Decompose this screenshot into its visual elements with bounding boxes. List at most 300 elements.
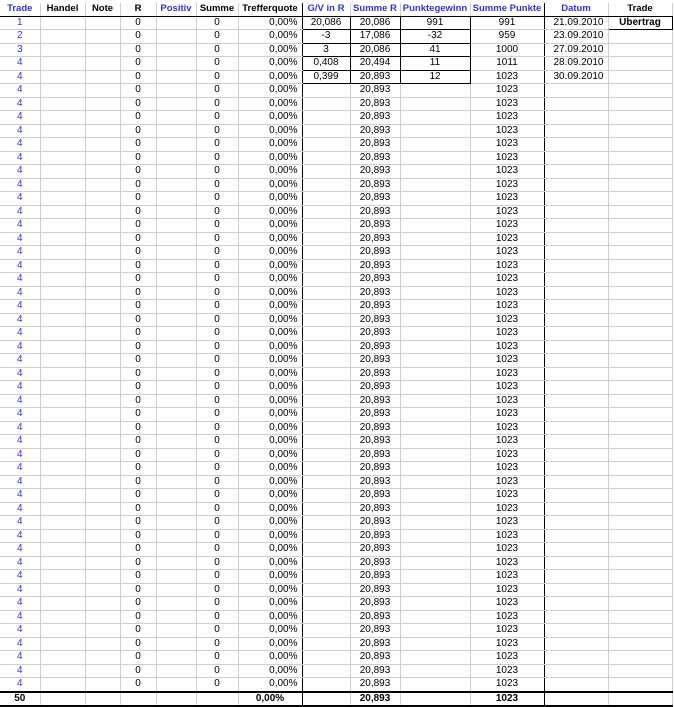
- cell-datum[interactable]: [544, 421, 608, 435]
- cell-gv-in-r[interactable]: [302, 664, 350, 678]
- cell-trefferquote[interactable]: 0,00%: [238, 597, 302, 611]
- cell-empty[interactable]: [40, 692, 85, 707]
- cell-handel[interactable]: [40, 354, 85, 368]
- cell-r[interactable]: 0: [120, 408, 156, 422]
- cell-punktegewinn[interactable]: [400, 462, 470, 476]
- cell-trefferquote[interactable]: 0,00%: [238, 408, 302, 422]
- cell-summe-punkte[interactable]: 1023: [470, 678, 544, 692]
- cell-summe-r[interactable]: 20,893: [350, 570, 400, 584]
- cell-r[interactable]: 0: [120, 124, 156, 138]
- cell-trade-right[interactable]: [608, 70, 672, 84]
- cell-summe[interactable]: 0: [196, 367, 238, 381]
- cell-summe-r[interactable]: 20,893: [350, 151, 400, 165]
- cell-punktegewinn[interactable]: [400, 448, 470, 462]
- cell-summe-r[interactable]: 20,893: [350, 664, 400, 678]
- cell-r[interactable]: 0: [120, 178, 156, 192]
- cell-punktegewinn[interactable]: [400, 583, 470, 597]
- cell-trade[interactable]: 4: [0, 246, 40, 260]
- cell-trade[interactable]: 2: [0, 30, 40, 44]
- cell-punktegewinn[interactable]: [400, 97, 470, 111]
- cell-positiv[interactable]: [156, 84, 196, 98]
- cell-trade-right[interactable]: [608, 556, 672, 570]
- col-header-r[interactable]: R: [120, 3, 156, 16]
- cell-note[interactable]: [85, 637, 120, 651]
- cell-punktegewinn[interactable]: [400, 543, 470, 557]
- cell-trade[interactable]: 4: [0, 610, 40, 624]
- cell-datum[interactable]: [544, 556, 608, 570]
- cell-gv-in-r[interactable]: [302, 300, 350, 314]
- cell-trade-right[interactable]: [608, 259, 672, 273]
- cell-note[interactable]: [85, 70, 120, 84]
- cell-punktegewinn[interactable]: [400, 219, 470, 233]
- cell-trefferquote[interactable]: 0,00%: [238, 529, 302, 543]
- cell-summe-punkte[interactable]: 1023: [470, 84, 544, 98]
- cell-trefferquote[interactable]: 0,00%: [238, 286, 302, 300]
- cell-gv-in-r[interactable]: [302, 205, 350, 219]
- cell-handel[interactable]: [40, 367, 85, 381]
- cell-summe-punkte[interactable]: 1023: [470, 543, 544, 557]
- cell-summe-r[interactable]: 20,893: [350, 138, 400, 152]
- cell-gv-in-r[interactable]: [302, 448, 350, 462]
- cell-gv-in-r[interactable]: [302, 610, 350, 624]
- cell-summe[interactable]: 0: [196, 502, 238, 516]
- cell-handel[interactable]: [40, 664, 85, 678]
- cell-summe-r[interactable]: 20,893: [350, 489, 400, 503]
- cell-summe-r[interactable]: 20,893: [350, 583, 400, 597]
- cell-summe-punkte[interactable]: 1000: [470, 43, 544, 57]
- cell-gv-in-r[interactable]: [302, 583, 350, 597]
- cell-handel[interactable]: [40, 192, 85, 206]
- cell-positiv[interactable]: [156, 502, 196, 516]
- cell-handel[interactable]: [40, 651, 85, 665]
- cell-gv-in-r[interactable]: [302, 246, 350, 260]
- cell-summe-punkte[interactable]: 1023: [470, 165, 544, 179]
- cell-gv-in-r[interactable]: [302, 543, 350, 557]
- cell-trefferquote[interactable]: 0,00%: [238, 43, 302, 57]
- cell-summe-punkte[interactable]: 1023: [470, 570, 544, 584]
- cell-summe[interactable]: 0: [196, 462, 238, 476]
- cell-empty[interactable]: [544, 692, 608, 707]
- cell-summe[interactable]: 0: [196, 286, 238, 300]
- cell-handel[interactable]: [40, 516, 85, 530]
- cell-empty[interactable]: [85, 692, 120, 707]
- cell-punktegewinn[interactable]: [400, 394, 470, 408]
- cell-summe-punkte[interactable]: 959: [470, 30, 544, 44]
- cell-trade[interactable]: 4: [0, 354, 40, 368]
- cell-datum[interactable]: [544, 300, 608, 314]
- cell-positiv[interactable]: [156, 286, 196, 300]
- cell-positiv[interactable]: [156, 651, 196, 665]
- cell-datum[interactable]: [544, 138, 608, 152]
- cell-trade[interactable]: 4: [0, 273, 40, 287]
- cell-gv-in-r[interactable]: [302, 273, 350, 287]
- cell-trade-right[interactable]: [608, 43, 672, 57]
- cell-gv-in-r[interactable]: [302, 651, 350, 665]
- cell-punktegewinn[interactable]: [400, 138, 470, 152]
- col-header-summe[interactable]: Summe: [196, 3, 238, 16]
- cell-trade-right[interactable]: [608, 408, 672, 422]
- cell-punktegewinn[interactable]: [400, 435, 470, 449]
- cell-summe[interactable]: 0: [196, 16, 238, 30]
- cell-note[interactable]: [85, 597, 120, 611]
- cell-datum[interactable]: [544, 340, 608, 354]
- cell-positiv[interactable]: [156, 448, 196, 462]
- cell-empty[interactable]: [608, 692, 672, 707]
- cell-handel[interactable]: [40, 327, 85, 341]
- cell-note[interactable]: [85, 624, 120, 638]
- cell-trefferquote[interactable]: 0,00%: [238, 151, 302, 165]
- cell-trefferquote[interactable]: 0,00%: [238, 111, 302, 125]
- cell-trade[interactable]: 4: [0, 340, 40, 354]
- cell-trefferquote[interactable]: 0,00%: [238, 259, 302, 273]
- cell-summe[interactable]: 0: [196, 570, 238, 584]
- cell-r[interactable]: 0: [120, 138, 156, 152]
- cell-summe-punkte[interactable]: 991: [470, 16, 544, 30]
- cell-gv-in-r[interactable]: [302, 178, 350, 192]
- cell-punktegewinn[interactable]: 991: [400, 16, 470, 30]
- cell-datum[interactable]: [544, 273, 608, 287]
- cell-summe-punkte[interactable]: 1023: [470, 124, 544, 138]
- cell-gv-in-r[interactable]: [302, 381, 350, 395]
- cell-trade[interactable]: 4: [0, 435, 40, 449]
- cell-summe[interactable]: 0: [196, 394, 238, 408]
- cell-r[interactable]: 0: [120, 354, 156, 368]
- cell-datum[interactable]: [544, 97, 608, 111]
- cell-note[interactable]: [85, 529, 120, 543]
- cell-trade[interactable]: 4: [0, 327, 40, 341]
- cell-summe[interactable]: 0: [196, 246, 238, 260]
- cell-summe-r[interactable]: 20,893: [350, 556, 400, 570]
- cell-trade-right[interactable]: [608, 138, 672, 152]
- cell-summe[interactable]: 0: [196, 43, 238, 57]
- cell-summe[interactable]: 0: [196, 597, 238, 611]
- cell-note[interactable]: [85, 205, 120, 219]
- cell-handel[interactable]: [40, 84, 85, 98]
- cell-datum[interactable]: [544, 394, 608, 408]
- cell-r[interactable]: 0: [120, 421, 156, 435]
- cell-summe-punkte[interactable]: 1023: [470, 502, 544, 516]
- cell-trade[interactable]: 4: [0, 138, 40, 152]
- cell-positiv[interactable]: [156, 489, 196, 503]
- cell-trade[interactable]: 4: [0, 313, 40, 327]
- cell-trefferquote[interactable]: 0,00%: [238, 70, 302, 84]
- cell-note[interactable]: [85, 97, 120, 111]
- col-header-summe-punkte[interactable]: Summe Punkte: [470, 3, 544, 16]
- cell-r[interactable]: 0: [120, 219, 156, 233]
- col-header-trade-right[interactable]: Trade: [608, 3, 672, 16]
- cell-datum[interactable]: [544, 624, 608, 638]
- cell-trade[interactable]: 4: [0, 570, 40, 584]
- cell-summe-punkte[interactable]: 1023: [470, 421, 544, 435]
- cell-summe-r[interactable]: 20,893: [350, 259, 400, 273]
- cell-trade-right[interactable]: [608, 475, 672, 489]
- cell-trade-right[interactable]: [608, 219, 672, 233]
- cell-punktegewinn[interactable]: [400, 165, 470, 179]
- cell-summe-punkte[interactable]: 1023: [470, 232, 544, 246]
- cell-handel[interactable]: [40, 448, 85, 462]
- cell-summe[interactable]: 0: [196, 300, 238, 314]
- cell-empty[interactable]: [302, 692, 350, 707]
- cell-datum[interactable]: [544, 435, 608, 449]
- cell-summe[interactable]: 0: [196, 165, 238, 179]
- cell-trade[interactable]: 4: [0, 543, 40, 557]
- cell-trade[interactable]: 4: [0, 516, 40, 530]
- cell-summe-r[interactable]: 20,893: [350, 354, 400, 368]
- cell-trade[interactable]: 4: [0, 381, 40, 395]
- cell-trefferquote[interactable]: 0,00%: [238, 583, 302, 597]
- cell-positiv[interactable]: [156, 624, 196, 638]
- cell-trade[interactable]: 1: [0, 16, 40, 30]
- cell-positiv[interactable]: [156, 273, 196, 287]
- cell-datum[interactable]: [544, 367, 608, 381]
- cell-trefferquote[interactable]: 0,00%: [238, 354, 302, 368]
- cell-punktegewinn[interactable]: [400, 516, 470, 530]
- cell-note[interactable]: [85, 367, 120, 381]
- cell-trade[interactable]: 4: [0, 192, 40, 206]
- cell-trefferquote[interactable]: 0,00%: [238, 313, 302, 327]
- cell-trade-right[interactable]: [608, 340, 672, 354]
- cell-trefferquote[interactable]: 0,00%: [238, 246, 302, 260]
- cell-r[interactable]: 0: [120, 192, 156, 206]
- cell-summe-punkte[interactable]: 1023: [470, 475, 544, 489]
- cell-r[interactable]: 0: [120, 16, 156, 30]
- cell-trade-right[interactable]: [608, 664, 672, 678]
- cell-r[interactable]: 0: [120, 610, 156, 624]
- cell-r[interactable]: 0: [120, 286, 156, 300]
- cell-punktegewinn[interactable]: 12: [400, 70, 470, 84]
- cell-trade[interactable]: 4: [0, 259, 40, 273]
- cell-punktegewinn[interactable]: [400, 246, 470, 260]
- cell-punktegewinn[interactable]: [400, 597, 470, 611]
- cell-summe[interactable]: 0: [196, 192, 238, 206]
- cell-summe[interactable]: 0: [196, 151, 238, 165]
- cell-trefferquote[interactable]: 0,00%: [238, 543, 302, 557]
- cell-trade-right[interactable]: [608, 232, 672, 246]
- cell-handel[interactable]: [40, 178, 85, 192]
- cell-r[interactable]: 0: [120, 381, 156, 395]
- cell-trade-right[interactable]: [608, 178, 672, 192]
- cell-gv-in-r[interactable]: [302, 529, 350, 543]
- cell-summe-r[interactable]: 20,893: [350, 192, 400, 206]
- cell-r[interactable]: 0: [120, 232, 156, 246]
- cell-summe-punkte[interactable]: 1023: [470, 381, 544, 395]
- cell-trefferquote[interactable]: 0,00%: [238, 502, 302, 516]
- cell-gv-in-r[interactable]: [302, 678, 350, 692]
- cell-datum[interactable]: [544, 489, 608, 503]
- cell-summe-punkte[interactable]: 1023: [470, 70, 544, 84]
- cell-handel[interactable]: [40, 543, 85, 557]
- cell-positiv[interactable]: [156, 313, 196, 327]
- cell-datum[interactable]: [544, 327, 608, 341]
- cell-summe[interactable]: 0: [196, 273, 238, 287]
- cell-note[interactable]: [85, 192, 120, 206]
- cell-summe[interactable]: 0: [196, 678, 238, 692]
- cell-datum[interactable]: [544, 151, 608, 165]
- cell-summe-punkte[interactable]: 1023: [470, 529, 544, 543]
- cell-trade[interactable]: 4: [0, 637, 40, 651]
- cell-note[interactable]: [85, 570, 120, 584]
- cell-gv-in-r[interactable]: [302, 435, 350, 449]
- cell-summe-r[interactable]: 20,893: [350, 502, 400, 516]
- cell-trade-right[interactable]: [608, 597, 672, 611]
- cell-trefferquote[interactable]: 0,00%: [238, 516, 302, 530]
- cell-handel[interactable]: [40, 313, 85, 327]
- cell-positiv[interactable]: [156, 462, 196, 476]
- cell-trade-right[interactable]: [608, 489, 672, 503]
- cell-trefferquote[interactable]: 0,00%: [238, 340, 302, 354]
- cell-punktegewinn[interactable]: [400, 475, 470, 489]
- cell-summe-punkte[interactable]: 1023: [470, 300, 544, 314]
- cell-handel[interactable]: [40, 435, 85, 449]
- cell-summe-punkte[interactable]: 1023: [470, 340, 544, 354]
- cell-trade[interactable]: 4: [0, 367, 40, 381]
- cell-trefferquote[interactable]: 0,00%: [238, 570, 302, 584]
- cell-handel[interactable]: [40, 462, 85, 476]
- cell-trade[interactable]: 4: [0, 556, 40, 570]
- cell-note[interactable]: [85, 408, 120, 422]
- cell-r[interactable]: 0: [120, 246, 156, 260]
- cell-datum[interactable]: [544, 529, 608, 543]
- cell-handel[interactable]: [40, 205, 85, 219]
- cell-trade[interactable]: 4: [0, 475, 40, 489]
- cell-note[interactable]: [85, 232, 120, 246]
- cell-positiv[interactable]: [156, 165, 196, 179]
- cell-empty[interactable]: [156, 692, 196, 707]
- cell-trefferquote[interactable]: 0,00%: [238, 435, 302, 449]
- cell-summe[interactable]: 0: [196, 543, 238, 557]
- cell-trefferquote[interactable]: 0,00%: [238, 556, 302, 570]
- cell-gv-in-r[interactable]: [302, 489, 350, 503]
- cell-summe-r[interactable]: 17,086: [350, 30, 400, 44]
- cell-gv-in-r[interactable]: [302, 421, 350, 435]
- cell-summe[interactable]: 0: [196, 556, 238, 570]
- cell-trefferquote[interactable]: 0,00%: [238, 16, 302, 30]
- cell-summe-r[interactable]: 20,893: [350, 435, 400, 449]
- cell-note[interactable]: [85, 583, 120, 597]
- cell-trade[interactable]: 4: [0, 205, 40, 219]
- cell-summe[interactable]: 0: [196, 381, 238, 395]
- cell-note[interactable]: [85, 84, 120, 98]
- cell-r[interactable]: 0: [120, 543, 156, 557]
- cell-gv-in-r[interactable]: [302, 327, 350, 341]
- cell-summe-r[interactable]: 20,893: [350, 408, 400, 422]
- cell-datum[interactable]: 28.09.2010: [544, 57, 608, 71]
- cell-punktegewinn[interactable]: [400, 421, 470, 435]
- cell-summe-punkte[interactable]: 1023: [470, 435, 544, 449]
- cell-summe-r[interactable]: 20,893: [350, 273, 400, 287]
- cell-trefferquote[interactable]: 0,00%: [238, 30, 302, 44]
- cell-handel[interactable]: [40, 570, 85, 584]
- ubertrag-label[interactable]: Übertrag: [608, 16, 672, 30]
- cell-datum[interactable]: [544, 192, 608, 206]
- cell-summe[interactable]: 0: [196, 448, 238, 462]
- cell-datum[interactable]: [544, 475, 608, 489]
- cell-r[interactable]: 0: [120, 205, 156, 219]
- cell-trade[interactable]: 4: [0, 300, 40, 314]
- cell-handel[interactable]: [40, 624, 85, 638]
- cell-positiv[interactable]: [156, 16, 196, 30]
- cell-gv-in-r[interactable]: [302, 516, 350, 530]
- cell-trade[interactable]: 4: [0, 97, 40, 111]
- cell-handel[interactable]: [40, 273, 85, 287]
- cell-datum[interactable]: [544, 354, 608, 368]
- cell-summe[interactable]: 0: [196, 610, 238, 624]
- cell-handel[interactable]: [40, 300, 85, 314]
- cell-gv-in-r[interactable]: [302, 637, 350, 651]
- cell-summe-punkte[interactable]: 1023: [470, 111, 544, 125]
- cell-summe-r[interactable]: 20,893: [350, 381, 400, 395]
- cell-positiv[interactable]: [156, 327, 196, 341]
- cell-trade[interactable]: 4: [0, 219, 40, 233]
- cell-gv-in-r[interactable]: [302, 313, 350, 327]
- cell-datum[interactable]: [544, 165, 608, 179]
- cell-gv-in-r[interactable]: [302, 367, 350, 381]
- cell-summe-r[interactable]: 20,494: [350, 57, 400, 71]
- cell-trade-right[interactable]: [608, 151, 672, 165]
- cell-summe-r[interactable]: 20,893: [350, 286, 400, 300]
- cell-trade-right[interactable]: [608, 192, 672, 206]
- cell-trefferquote[interactable]: 0,00%: [238, 421, 302, 435]
- cell-summe[interactable]: 0: [196, 97, 238, 111]
- cell-r[interactable]: 0: [120, 300, 156, 314]
- cell-handel[interactable]: [40, 610, 85, 624]
- cell-gv-in-r[interactable]: [302, 475, 350, 489]
- cell-positiv[interactable]: [156, 205, 196, 219]
- cell-note[interactable]: [85, 219, 120, 233]
- cell-summe-punkte[interactable]: 1023: [470, 313, 544, 327]
- total-trefferquote[interactable]: 0,00%: [238, 692, 302, 707]
- cell-summe-punkte[interactable]: 1023: [470, 286, 544, 300]
- cell-positiv[interactable]: [156, 529, 196, 543]
- cell-punktegewinn[interactable]: [400, 489, 470, 503]
- cell-summe[interactable]: 0: [196, 475, 238, 489]
- cell-trade[interactable]: 4: [0, 408, 40, 422]
- cell-positiv[interactable]: [156, 367, 196, 381]
- cell-datum[interactable]: [544, 111, 608, 125]
- cell-summe[interactable]: 0: [196, 70, 238, 84]
- cell-summe[interactable]: 0: [196, 259, 238, 273]
- cell-handel[interactable]: [40, 583, 85, 597]
- cell-handel[interactable]: [40, 475, 85, 489]
- cell-r[interactable]: 0: [120, 111, 156, 125]
- cell-trefferquote[interactable]: 0,00%: [238, 124, 302, 138]
- cell-handel[interactable]: [40, 246, 85, 260]
- cell-trefferquote[interactable]: 0,00%: [238, 219, 302, 233]
- cell-trade[interactable]: 4: [0, 489, 40, 503]
- cell-trade-right[interactable]: [608, 610, 672, 624]
- cell-handel[interactable]: [40, 259, 85, 273]
- cell-datum[interactable]: [544, 313, 608, 327]
- cell-gv-in-r[interactable]: [302, 354, 350, 368]
- cell-note[interactable]: [85, 286, 120, 300]
- cell-gv-in-r[interactable]: -3: [302, 30, 350, 44]
- cell-handel[interactable]: [40, 408, 85, 422]
- cell-r[interactable]: 0: [120, 597, 156, 611]
- cell-summe[interactable]: 0: [196, 84, 238, 98]
- cell-positiv[interactable]: [156, 597, 196, 611]
- cell-positiv[interactable]: [156, 556, 196, 570]
- cell-trefferquote[interactable]: 0,00%: [238, 381, 302, 395]
- cell-trade[interactable]: 4: [0, 124, 40, 138]
- cell-trade-right[interactable]: [608, 421, 672, 435]
- cell-datum[interactable]: [544, 583, 608, 597]
- cell-positiv[interactable]: [156, 570, 196, 584]
- cell-summe-punkte[interactable]: 1023: [470, 489, 544, 503]
- cell-trade[interactable]: 4: [0, 151, 40, 165]
- cell-punktegewinn[interactable]: [400, 664, 470, 678]
- cell-summe[interactable]: 0: [196, 30, 238, 44]
- cell-trade-right[interactable]: [608, 246, 672, 260]
